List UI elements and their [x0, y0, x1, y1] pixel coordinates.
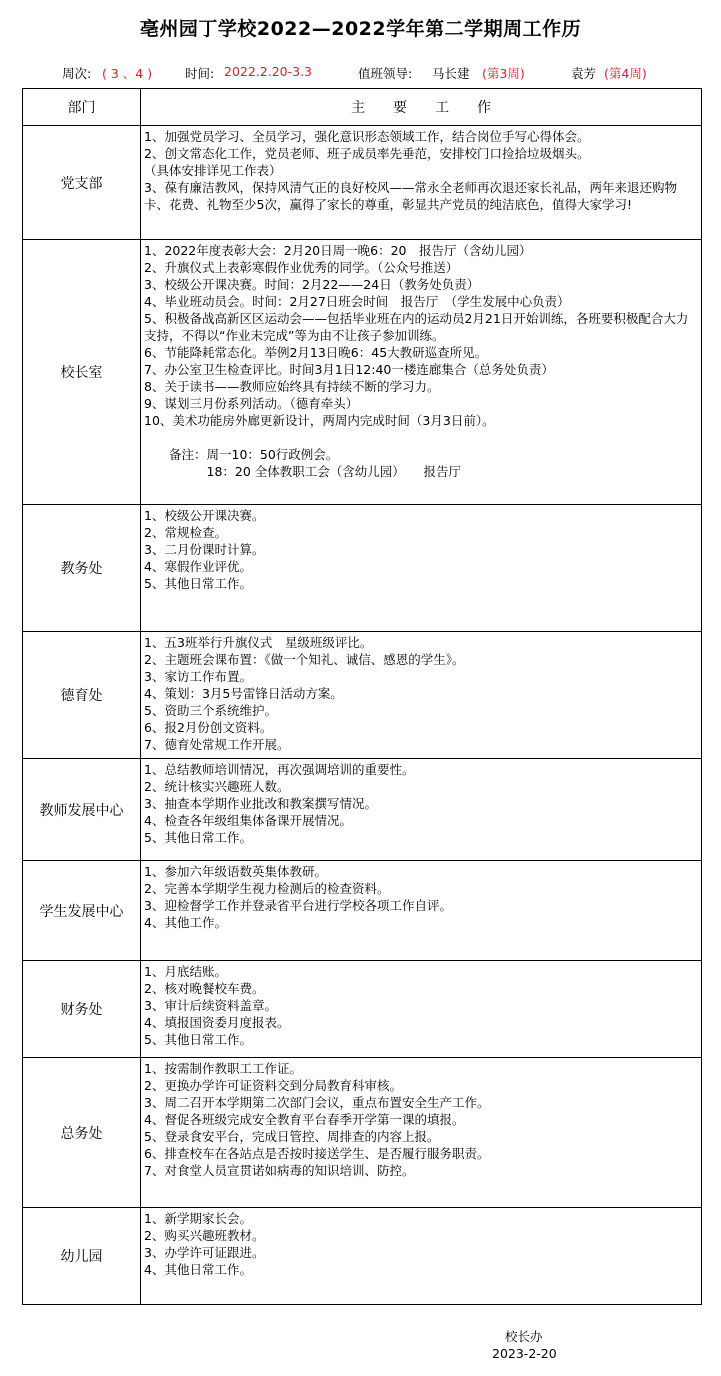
- work-item: 6、排查校车在各站点是否按时接送学生、是否履行服务职责。: [144, 1146, 490, 1161]
- work-item: 3、抽查本学期作业批改和教案撰写情况。: [144, 796, 377, 811]
- work-item: 备注：周一10：50行政例会。: [144, 447, 339, 462]
- work-item: 2、购买兴趣班教材。: [144, 1228, 265, 1243]
- work-item: 2、核对晚餐校车费。: [144, 981, 265, 996]
- work-item: 3、周二召开本学期第二次部门会议，重点布置安全生产工作。: [144, 1095, 490, 1110]
- work-cell: [141, 240, 702, 505]
- work-cell: [141, 961, 702, 1058]
- work-item: 2、创文常态化工作，党员老师、班子成员率先垂范，安排校门口捡拾垃圾烟头。: [144, 146, 590, 161]
- work-item: 8、关于读书——教师应始终具有持续不断的学习力。: [144, 379, 440, 394]
- work-item: 3、审计后续资料盖章。: [144, 998, 277, 1013]
- work-calendar-table: [22, 88, 702, 1305]
- dept-cell: 幼儿园: [23, 1208, 141, 1305]
- footer-date: 2023-2-20: [492, 1346, 557, 1361]
- work-item: 9、谋划三月份系列活动。（德育牵头）: [144, 396, 359, 411]
- work-item: 4、其他日常工作。: [144, 1262, 252, 1277]
- work-cell: [141, 505, 702, 632]
- table-row: [23, 1058, 702, 1208]
- table-row: [23, 505, 702, 632]
- work-item: 2、统计核实兴趣班人数。: [144, 779, 290, 794]
- work-item: 2、更换办学许可证资料交到分局教育科审核。: [144, 1078, 402, 1093]
- work-item: 5、登录食安平台，完成日管控、周排查的内容上报。: [144, 1129, 440, 1144]
- work-item: 7、德育处常规工作开展。: [144, 737, 290, 752]
- table-body: [23, 126, 702, 1305]
- work-cell: [141, 632, 702, 759]
- dept-cell: 财务处: [23, 961, 141, 1058]
- dept-cell: 教师发展中心: [23, 759, 141, 861]
- work-item: 2、常规检查。: [144, 525, 227, 540]
- table-row: [23, 632, 702, 759]
- table-header-row: [23, 89, 702, 126]
- page-title: 亳州园丁学校2022—2022学年第二学期周工作历: [139, 18, 582, 40]
- work-item: 1、加强党员学习、全员学习，强化意识形态领域工作，结合岗位手写心得体会。: [144, 129, 590, 144]
- week-label: 周次:: [62, 66, 92, 81]
- table-row: [23, 759, 702, 861]
- work-item: 2、完善本学期学生视力检测后的检查资料。: [144, 881, 390, 896]
- dept-cell: 校长室: [23, 240, 141, 505]
- work-item: 18：20 全体教职工会（含幼儿园） 报告厅: [144, 464, 462, 479]
- work-item: 4、其他工作。: [144, 915, 227, 930]
- work-item: 2、主题班会课布置：《做一个知礼、诚信、感恩的学生》。: [144, 652, 465, 667]
- work-item: 6、节能降耗常态化。举例2月13日晚6：45大教研巡查所见。: [144, 345, 488, 360]
- work-item: 4、策划：3月5号雷锋日活动方案。: [144, 686, 343, 701]
- work-item: 5、其他日常工作。: [144, 576, 252, 591]
- table-row: [23, 1208, 702, 1305]
- work-item: 10、美术功能房外廊更新设计，两周内完成时间（3月3日前）。: [144, 413, 495, 428]
- table-row: [23, 861, 702, 961]
- work-item: 1、新学期家长会。: [144, 1211, 252, 1226]
- duty-week-2: (第4周): [604, 66, 647, 81]
- table-row: [23, 240, 702, 505]
- work-item: 3、迎检督学工作并登录省平台进行学校各项工作自评。: [144, 898, 452, 913]
- duty-week-1: (第3周): [482, 66, 525, 81]
- work-item: （具体安排详见工作表）: [144, 163, 282, 178]
- time-label: 时间:: [185, 66, 215, 81]
- work-item: 3、校级公开课决赛。时间：2月22——24日（教务处负责）: [144, 277, 480, 292]
- dept-cell: 德育处: [23, 632, 141, 759]
- work-item: 2、升旗仪式上表彰寒假作业优秀的同学。（公众号推送）: [144, 260, 459, 275]
- work-item: 1、月底结账。: [144, 964, 227, 979]
- work-item: [144, 429, 698, 446]
- work-cell: [141, 126, 702, 240]
- work-item: 4、毕业班动员会。时间：2月27日班会时间 报告厅 （学生发展中心负责）: [144, 294, 570, 309]
- work-item: 4、督促各班级完成安全教育平台春季开学第一课的填报。: [144, 1112, 465, 1127]
- table-row: [23, 126, 702, 240]
- header-work: 主 要 工 作: [141, 89, 702, 126]
- duty-name-2: 袁芳: [571, 66, 597, 81]
- work-cell: [141, 1058, 702, 1208]
- dept-cell: 教务处: [23, 505, 141, 632]
- work-item: 1、按需制作教职工工作证。: [144, 1061, 302, 1076]
- work-item: 1、五3班举行升旗仪式 星级班级评比。: [144, 635, 373, 650]
- header-dept: 部门: [23, 89, 141, 126]
- work-item: 5、资助三个系统维护。: [144, 703, 277, 718]
- work-item: 5、其他日常工作。: [144, 830, 252, 845]
- week-value: ( 3 、4 ): [102, 66, 153, 81]
- work-item: 3、二月份课时计算。: [144, 542, 265, 557]
- work-item: 4、检查各年级组集体备课开展情况。: [144, 813, 352, 828]
- meta-bar: [0, 64, 721, 82]
- dept-cell: 党支部: [23, 126, 141, 240]
- work-cell: [141, 1208, 702, 1305]
- footer-office: 校长办: [505, 1329, 543, 1344]
- work-item: 5、积极备战高新区区运动会——包括毕业班在内的运动员2月21日开始训练，各班要积极配合大力支持，不得以“作业未完成”等为由不让孩子参加训练。: [144, 311, 689, 343]
- duty-name-1: 马长建: [432, 66, 470, 81]
- work-item: 1、总结教师培训情况，再次强调培训的重要性。: [144, 762, 415, 777]
- work-cell: [141, 759, 702, 861]
- work-item: 1、参加六年级语数英集体教研。: [144, 864, 327, 879]
- work-item: 4、填报国资委月度报表。: [144, 1015, 290, 1030]
- work-item: 3、办学许可证跟进。: [144, 1245, 265, 1260]
- work-cell: [141, 861, 702, 961]
- work-item: 7、办公室卫生检查评比。时间3月1日12:40一楼连廊集合（总务处负责）: [144, 362, 554, 377]
- work-item: 1、校级公开课决赛。: [144, 508, 265, 523]
- table-row: [23, 961, 702, 1058]
- work-item: 4、寒假作业评优。: [144, 559, 252, 574]
- dept-cell: 学生发展中心: [23, 861, 141, 961]
- work-item: 1、2022年度表彰大会：2月20日周一晚6：20 报告厅（含幼儿园）: [144, 243, 532, 258]
- work-item: 3、葆有廉洁教风，保持风清气正的良好校风——常永全老师再次退还家长礼品，两年来退还购物卡、花费、礼物至少5次，赢得了家长的尊重，彰显共产党员的纯洁底色，值得大家学习!: [144, 180, 677, 212]
- work-item: 7、对食堂人员宣贯诺如病毒的知识培训、防控。: [144, 1163, 415, 1178]
- work-item: 5、其他日常工作。: [144, 1032, 252, 1047]
- work-item: 3、家访工作布置。: [144, 669, 252, 684]
- duty-label: 值班领导:: [358, 66, 413, 81]
- time-value: 2022.2.20-3.3: [224, 64, 313, 79]
- dept-cell: 总务处: [23, 1058, 141, 1208]
- work-item: 6、报2月份创文资料。: [144, 720, 273, 735]
